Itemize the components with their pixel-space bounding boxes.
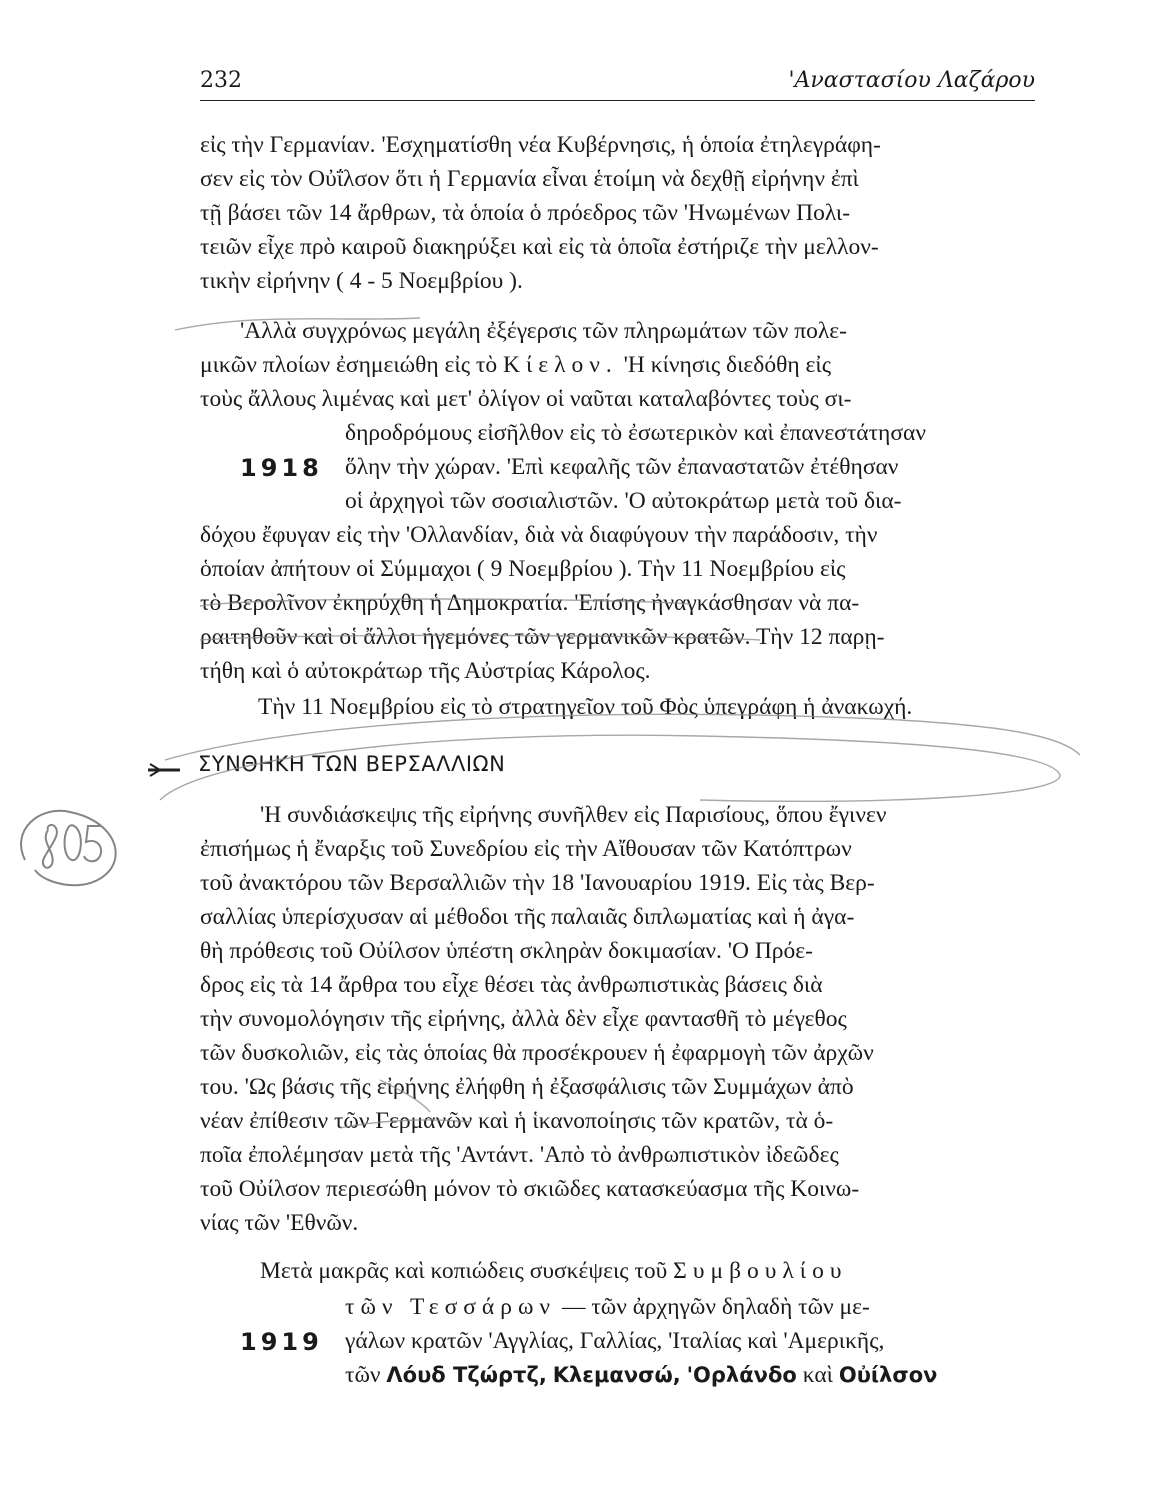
year-marker-1919: 1919 — [240, 1328, 323, 1356]
text-line: Τὴν 11 Νοεμβρίου εἰς τὸ στρατηγεῖον τοῦ Φὸς ὑπεγράφη ἡ ἀνακωχή. — [258, 694, 913, 720]
text-span: 'Η κίνησις διεδόθη εἰς — [623, 352, 832, 378]
section-title: ΣΥΝΘΗΚΗ ΤΩΝ ΒΕΡΣΑΛΛΙΩΝ — [198, 752, 506, 776]
text-line: ποῖα ἐπολέμησαν μετὰ τῆς 'Αντάντ. 'Απὸ τὸ ἀνθρωπιστικὸν ἰδεῶδες — [200, 1142, 839, 1168]
text-line: νέαν ἐπίθεσιν τῶν Γερμανῶν καὶ ἡ ἱκανοποίησις τῶν κρατῶν, τὰ ὁ- — [200, 1108, 834, 1134]
text-line: 'Αλλὰ συγχρόνως μεγάλη ἐξέγερσις τῶν πληρωμάτων τῶν πολε- — [240, 318, 847, 344]
emphasis-council: Συμβουλίου — [673, 1258, 848, 1284]
text-line: τοῦ ἀνακτόρου τῶν Βερσαλλιῶν τὴν 18 'Ιανουαρίου 1919. Εἰς τὰς Βερ- — [200, 870, 875, 896]
text-line: τοὺς ἄλλους λιμένας καὶ μετ' ὀλίγον οἱ ναῦται καταλαβόντες τοὺς σι- — [200, 386, 852, 412]
text-line: δηροδρόμους εἰσῆλθον εἰς τὸ ἐσωτερικὸν καὶ ἐπανεστάτησαν — [345, 420, 926, 446]
text-line: του. 'Ως βάσις τῆς εἰρήνης ἐλήφθη ἡ ἐξασφάλισις τῶν Συμμάχων ἀπὸ — [200, 1074, 854, 1100]
text-line: σεν εἰς τὸν Οὐΐλσον ὅτι ἡ Γερμανία εἶναι ἑτοίμη νὰ δεχθῇ εἰρήνην ἐπὶ — [200, 166, 859, 192]
handwritten-margin-note — [21, 811, 116, 885]
text-line: ἐπισήμως ἡ ἔναρξις τοῦ Συνεδρίου εἰς τὴν Αἴθουσαν τῶν Κατόπτρων — [200, 836, 852, 862]
year-marker-1918: 1918 — [240, 454, 323, 482]
text-line: τῶν δυσκολιῶν, εἰς τὰς ὁποίας θὰ προσέκρουεν ἡ ἐφαρμογὴ τῶν ἀρχῶν — [200, 1040, 874, 1066]
name-wilson: Οὐίλσον — [838, 1363, 938, 1387]
text-line: θὴ πρόθεσις τοῦ Οὐίλσον ὑπέστη σκληρὰν δοκιμασίαν. 'Ο Πρόε- — [200, 938, 813, 964]
running-head: 'Αναστασίου Λαζάρου — [788, 68, 1035, 93]
page-number: 232 — [200, 68, 242, 93]
emphasis-four: τῶν Τεσσάρων — [345, 1294, 557, 1320]
text-span: μικῶν πλοίων ἐσημειώθη εἰς τὸ — [200, 352, 498, 378]
text-span: — τῶν ἀρχηγῶν δηλαδὴ τῶν με- — [561, 1294, 870, 1320]
name-lloyd-george: Λόυδ Τζώρτζ, — [386, 1363, 547, 1387]
text-line: τοῦ Οὐίλσον περιεσώθη μόνον τὸ σκιῶδες κατασκεύασμα τῆς Κοινω- — [200, 1176, 860, 1202]
text-line: τικὴν εἰρήνην ( 4 - 5 Νοεμβρίου ). — [200, 268, 523, 294]
name-orlando: 'Ορλάνδο — [686, 1363, 797, 1387]
pencil-oval — [160, 735, 1060, 801]
text-line: οἱ ἀρχηγοὶ τῶν σοσιαλιστῶν. 'Ο αὐτοκράτωρ μετὰ τοῦ δια- — [345, 488, 902, 514]
text-line: τὸ Βερολῖνον ἐκηρύχθη ἡ Δημοκρατία. 'Επίσης ἠναγκάσθησαν νὰ πα- — [200, 590, 860, 616]
text-line: τειῶν εἶχε πρὸ καιροῦ διακηρύξει καὶ εἰς τὰ ὁποῖα ἐστήριζε τὴν μελλον- — [200, 234, 879, 260]
text-line: τῇ βάσει τῶν 14 ἄρθρων, τὰ ὁποία ὁ πρόεδρος τῶν 'Ηνωμένων Πολι- — [200, 200, 851, 226]
text-line: σαλλίας ὑπερίσχυσαν αἱ μέθοδοι τῆς παλαιᾶς διπλωματίας καὶ ἡ ἀγα- — [200, 904, 855, 930]
text-line: γάλων κρατῶν 'Αγγλίας, Γαλλίας, 'Ιταλίας καὶ 'Αμερικῆς, — [345, 1328, 885, 1354]
pencil-stroke — [380, 1080, 430, 1112]
pencil-underline — [200, 635, 760, 640]
text-line: δρος εἰς τὰ 14 ἄρθρα του εἶχε θέσει τὰς ἀνθρωπιστικὰς βάσεις διὰ — [200, 972, 823, 998]
text-line: ὁποίαν ἀπήτουν οἱ Σύμμαχοι ( 9 Νοεμβρίου ). Τὴν 11 Νοεμβρίου εἰς — [200, 556, 846, 582]
pencil-stroke — [165, 714, 1080, 760]
text-line: ὅλην τὴν χώραν. 'Επὶ κεφαλῆς τῶν ἐπαναστατῶν ἐτέθησαν — [345, 454, 899, 480]
pencil-underline — [200, 599, 690, 606]
name-clemenceau: Κλεμανσώ, — [552, 1363, 681, 1387]
text-line: τήθη καὶ ὁ αὐτοκράτωρ τῆς Αὐστρίας Κάρολος. — [200, 658, 651, 684]
text-line: τὴν συνομολόγησιν τῆς εἰρήνης, ἀλλὰ δὲν εἶχε φαντασθῆ τὸ μέγεθος — [200, 1006, 847, 1032]
pencil-underline — [340, 1120, 470, 1128]
text-line: εἰς τὴν Γερμανίαν. 'Εσχηματίσθη νέα Κυβέρνησις, ἡ ὁποία ἐτηλεγράφη- — [200, 132, 881, 158]
text-line: νίας τῶν 'Εθνῶν. — [200, 1210, 359, 1236]
text-span: καὶ — [802, 1362, 833, 1388]
text-line: δόχου ἔφυγαν εἰς τὴν 'Ολλανδίαν, διὰ νὰ διαφύγουν τὴν παράδοσιν, τὴν — [200, 522, 878, 548]
emphasis-kiel: Κίελον. — [502, 352, 618, 378]
text-span: τῶν — [345, 1362, 381, 1388]
pencil-stroke — [175, 318, 420, 330]
text-span: Μετὰ μακρᾶς καὶ κοπιώδεις συσκέψεις τοῦ — [260, 1258, 668, 1284]
text-line: 'Η συνδιάσκεψις τῆς εἰρήνης συνῆλθεν εἰς Παρισίους, ὅπου ἔγινεν — [260, 802, 887, 828]
text-line: ραιτηθοῦν καὶ οἱ ἄλλοι ἡγεμόνες τῶν γερμανικῶν κρατῶν. Τὴν 12 παρῃ- — [200, 624, 885, 650]
